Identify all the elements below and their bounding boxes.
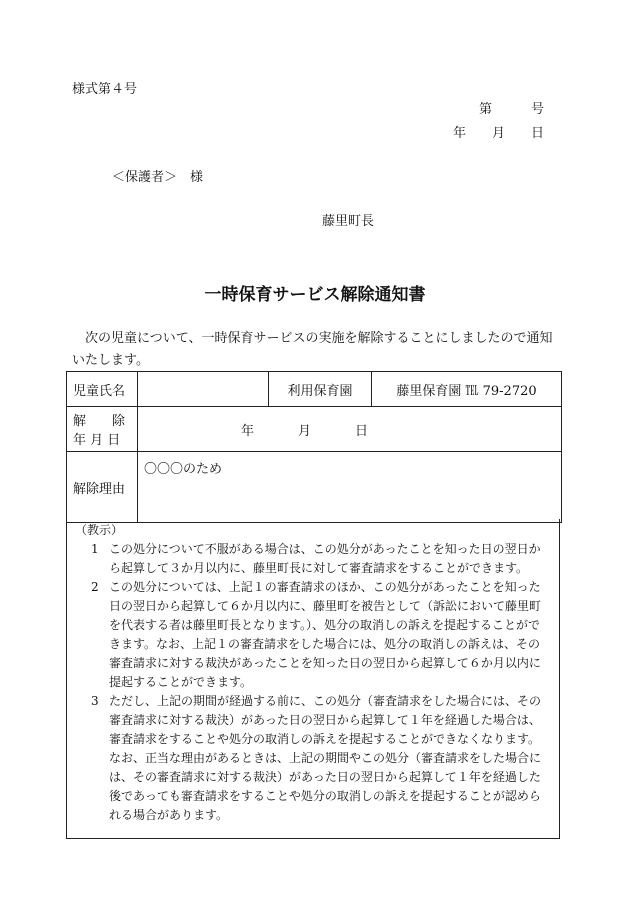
notice-item-text: ただし、上記の期間が経過する前に、この処分（審査請求をした場合には、その審査請求に対する裁決）があった日の翌日から起算して１年を経過した場合は、審査請求をすることや処分の取消しの訴えを提起することができなくなります。なお、正当な理由があるときは、上記の期間やこの処分（審査請求をした場合には、その審査請求に対する裁決）があった日の翌日から起算して１年を経過した後であっても審査請求をすることや処分の取消しの訴えを提起することが認められる場合があります。 [109,694,542,822]
child-name-label: 児童氏名 [67,372,138,407]
reason-label: 解除理由 [67,452,138,523]
reason-value: 〇〇〇のため [138,452,562,523]
form-number: 様式第４号 [72,82,138,97]
date-day: 日 [355,423,369,439]
notice-item [75,540,551,578]
facility-value: 藤里保育園 ℡ 79-2720 [372,372,562,407]
table-row [67,407,562,452]
notice-item-number: 3 [91,694,99,708]
table-row [67,452,562,523]
notice-item-text: この処分については、上記１の審査請求のほか、この処分があったことを知った日の翌日から起算して６か月以内に、藤里町を被告として（訴訟において藤里町を代表する者は藤里町長となります。）、処分の取消しの訴えを提起することができます。なお、上記１の審査請求をした場合には、処分の取消しの訴えは、その審査請求に対する裁決があったことを知った日の翌日から起算して６か月以内に提起することができます。 [109,580,542,689]
cancel-date-label-line2: 年 月 日 [73,433,121,448]
date-month: 月 [297,423,311,439]
recipient: ＜保護者＞ 様 [112,170,204,185]
notice-item-text: この処分について不服がある場合は、この処分があったことを知った日の翌日から起算して３か月以内に、藤里町長に対して審査請求をすることができます。 [109,542,541,575]
notice-item [75,692,551,825]
table-row [67,372,562,407]
child-name-value [138,372,269,407]
notice-item [75,578,551,692]
appeal-notice [66,519,560,839]
issuer: 藤里町長 [322,214,375,229]
cancel-date-value [138,407,562,452]
document-title: 一時保育サービス解除通知書 [204,285,426,305]
document-date: 年 月 日 [452,126,544,141]
notice-item-number: 1 [91,542,99,556]
document-number: 第 号 [478,102,544,117]
cancel-date-label-line1: 解 除 [73,414,126,429]
date-year: 年 [240,423,254,439]
info-table [66,371,562,523]
notice-item-number: 2 [91,580,99,594]
notice-heading: （教示） [75,523,124,537]
intro-text: 次の児童について、一時保育サービスの実施を解除することにしましたので通知いたします。 [72,331,553,368]
facility-label: 利用保育園 [269,372,372,407]
